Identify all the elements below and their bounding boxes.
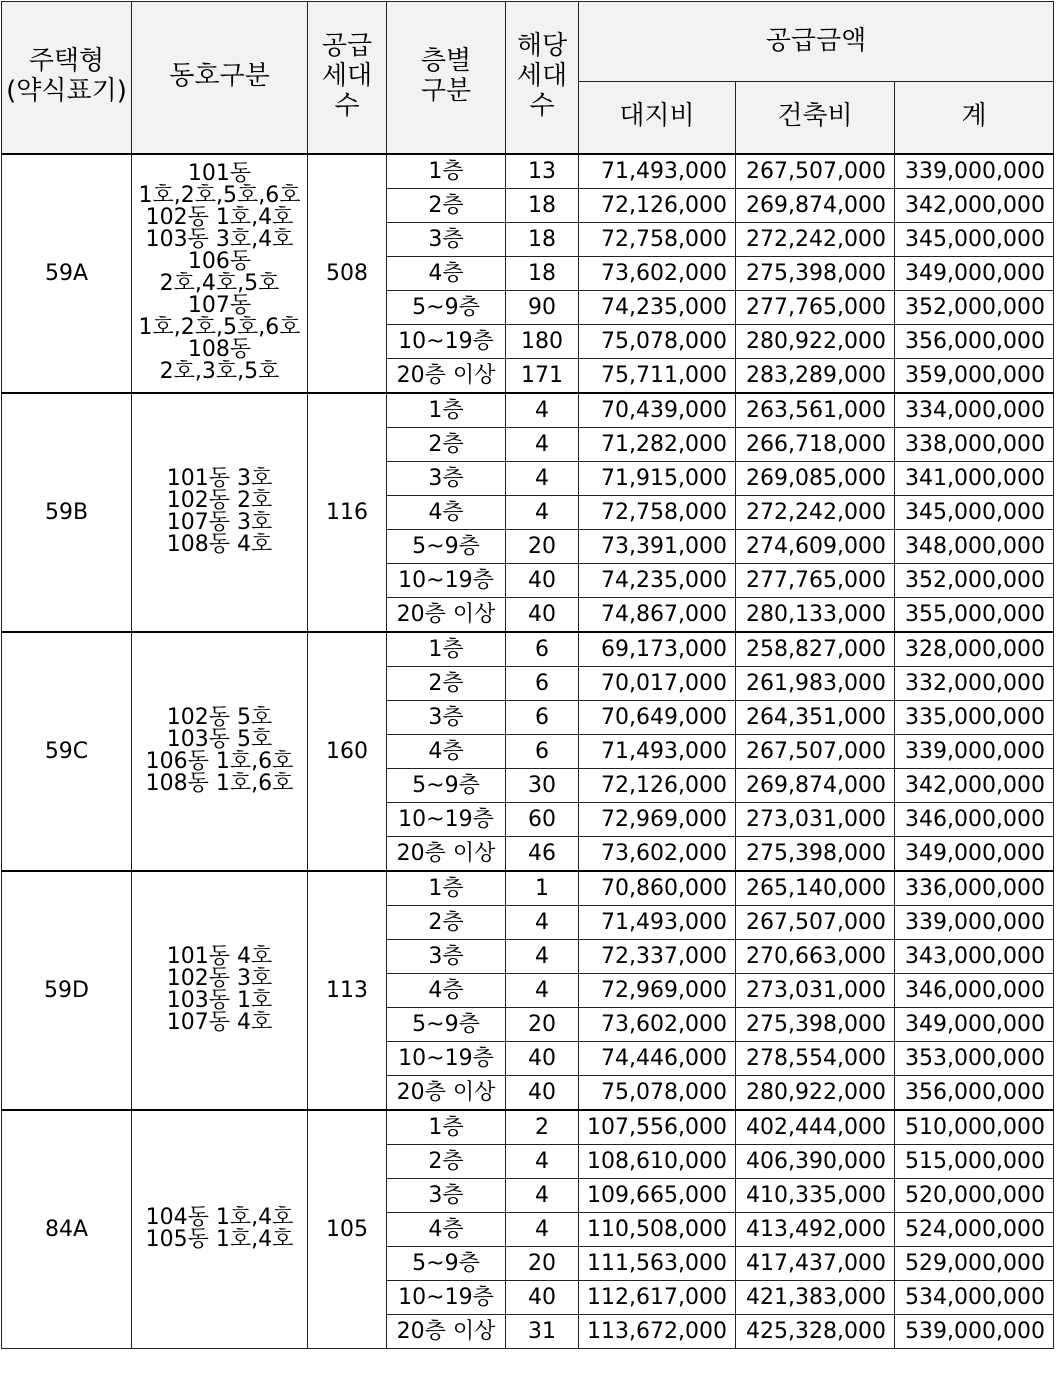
units-cell: 6 — [506, 632, 579, 667]
table-row — [2, 154, 1054, 189]
land-cost-cell: 72,337,000 — [579, 939, 736, 973]
total-cell: 334,000,000 — [895, 393, 1054, 428]
land-cost-cell: 74,235,000 — [579, 290, 736, 324]
land-cost-cell: 73,602,000 — [579, 256, 736, 290]
header-dong-ho: 동호구분 — [132, 2, 308, 154]
units-cell: 20 — [506, 1246, 579, 1280]
floor-cell: 20층 이상 — [387, 1075, 506, 1110]
total-cell: 353,000,000 — [895, 1041, 1054, 1075]
units-cell: 60 — [506, 802, 579, 836]
build-cost-cell: 277,765,000 — [736, 563, 895, 597]
units-cell: 4 — [506, 427, 579, 461]
housing-type-cell: 84A — [2, 1110, 132, 1349]
floor-cell: 20층 이상 — [387, 836, 506, 871]
dong-ho-cell: 101동 3호 102동 2호 107동 3호 108동 4호 — [132, 393, 308, 632]
total-cell: 342,000,000 — [895, 768, 1054, 802]
dong-ho-cell: 101동 4호 102동 3호 103동 1호 107동 4호 — [132, 871, 308, 1110]
total-cell: 515,000,000 — [895, 1144, 1054, 1178]
units-cell: 18 — [506, 256, 579, 290]
land-cost-cell: 74,446,000 — [579, 1041, 736, 1075]
floor-cell: 10~19층 — [387, 324, 506, 358]
header-land-cost: 대지비 — [579, 82, 736, 154]
floor-cell: 4층 — [387, 973, 506, 1007]
land-cost-cell: 113,672,000 — [579, 1314, 736, 1348]
build-cost-cell: 417,437,000 — [736, 1246, 895, 1280]
dong-ho-cell: 101동 1호,2호,5호,6호 102동 1호,4호 103동 3호,4호 106동 2호,4호,5호 107동 1호,2호,5호,6호 108동 2호,3호,5호 — [132, 154, 308, 393]
build-cost-cell: 421,383,000 — [736, 1280, 895, 1314]
units-cell: 4 — [506, 939, 579, 973]
header-supply-units: 공급 세대 수 — [308, 2, 387, 154]
floor-cell: 2층 — [387, 905, 506, 939]
land-cost-cell: 71,493,000 — [579, 154, 736, 189]
total-cell: 539,000,000 — [895, 1314, 1054, 1348]
land-cost-cell: 70,649,000 — [579, 700, 736, 734]
land-cost-cell: 75,711,000 — [579, 358, 736, 393]
total-cell: 520,000,000 — [895, 1178, 1054, 1212]
build-cost-cell: 413,492,000 — [736, 1212, 895, 1246]
build-cost-cell: 280,133,000 — [736, 597, 895, 632]
floor-cell: 5~9층 — [387, 290, 506, 324]
land-cost-cell: 112,617,000 — [579, 1280, 736, 1314]
land-cost-cell: 74,235,000 — [579, 563, 736, 597]
units-cell: 180 — [506, 324, 579, 358]
floor-cell: 10~19층 — [387, 1280, 506, 1314]
build-cost-cell: 406,390,000 — [736, 1144, 895, 1178]
build-cost-cell: 269,085,000 — [736, 461, 895, 495]
dong-ho-cell: 104동 1호,4호 105동 1호,4호 — [132, 1110, 308, 1349]
land-cost-cell: 73,602,000 — [579, 1007, 736, 1041]
dong-ho-cell: 102동 5호 103동 5호 106동 1호,6호 108동 1호,6호 — [132, 632, 308, 871]
build-cost-cell: 278,554,000 — [736, 1041, 895, 1075]
floor-cell: 4층 — [387, 495, 506, 529]
total-cell: 510,000,000 — [895, 1110, 1054, 1145]
build-cost-cell: 272,242,000 — [736, 222, 895, 256]
land-cost-cell: 72,758,000 — [579, 495, 736, 529]
floor-cell: 4층 — [387, 256, 506, 290]
total-cell: 359,000,000 — [895, 358, 1054, 393]
total-cell: 356,000,000 — [895, 324, 1054, 358]
units-cell: 40 — [506, 563, 579, 597]
units-cell: 4 — [506, 393, 579, 428]
floor-cell: 1층 — [387, 154, 506, 189]
total-cell: 339,000,000 — [895, 734, 1054, 768]
build-cost-cell: 402,444,000 — [736, 1110, 895, 1145]
build-cost-cell: 280,922,000 — [736, 1075, 895, 1110]
floor-cell: 1층 — [387, 632, 506, 667]
header-floor: 층별 구분 — [387, 2, 506, 154]
supply-units-cell: 508 — [308, 154, 387, 393]
total-cell: 346,000,000 — [895, 973, 1054, 1007]
total-cell: 349,000,000 — [895, 1007, 1054, 1041]
land-cost-cell: 107,556,000 — [579, 1110, 736, 1145]
table-body — [2, 154, 1054, 1349]
build-cost-cell: 267,507,000 — [736, 734, 895, 768]
land-cost-cell: 71,282,000 — [579, 427, 736, 461]
total-cell: 332,000,000 — [895, 666, 1054, 700]
units-cell: 6 — [506, 734, 579, 768]
floor-cell: 20층 이상 — [387, 597, 506, 632]
units-cell: 18 — [506, 188, 579, 222]
total-cell: 339,000,000 — [895, 905, 1054, 939]
total-cell: 328,000,000 — [895, 632, 1054, 667]
build-cost-cell: 267,507,000 — [736, 154, 895, 189]
land-cost-cell: 73,391,000 — [579, 529, 736, 563]
land-cost-cell: 72,126,000 — [579, 188, 736, 222]
floor-cell: 4층 — [387, 734, 506, 768]
supply-units-cell: 116 — [308, 393, 387, 632]
units-cell: 1 — [506, 871, 579, 906]
floor-cell: 3층 — [387, 700, 506, 734]
units-cell: 18 — [506, 222, 579, 256]
floor-cell: 5~9층 — [387, 1246, 506, 1280]
header-total: 계 — [895, 82, 1054, 154]
build-cost-cell: 275,398,000 — [736, 1007, 895, 1041]
floor-cell: 2층 — [387, 427, 506, 461]
total-cell: 349,000,000 — [895, 256, 1054, 290]
header-build-cost: 건축비 — [736, 82, 895, 154]
total-cell: 335,000,000 — [895, 700, 1054, 734]
units-cell: 40 — [506, 597, 579, 632]
total-cell: 345,000,000 — [895, 222, 1054, 256]
build-cost-cell: 275,398,000 — [736, 256, 895, 290]
table-header — [2, 2, 1054, 154]
build-cost-cell: 277,765,000 — [736, 290, 895, 324]
land-cost-cell: 109,665,000 — [579, 1178, 736, 1212]
build-cost-cell: 269,874,000 — [736, 188, 895, 222]
build-cost-cell: 269,874,000 — [736, 768, 895, 802]
units-cell: 4 — [506, 461, 579, 495]
build-cost-cell: 270,663,000 — [736, 939, 895, 973]
build-cost-cell: 280,922,000 — [736, 324, 895, 358]
land-cost-cell: 108,610,000 — [579, 1144, 736, 1178]
table-row — [2, 393, 1054, 428]
header-housing-type: 주택형 (약식표기) — [2, 2, 132, 154]
total-cell: 352,000,000 — [895, 290, 1054, 324]
units-cell: 40 — [506, 1075, 579, 1110]
land-cost-cell: 71,915,000 — [579, 461, 736, 495]
floor-cell: 3층 — [387, 461, 506, 495]
total-cell: 343,000,000 — [895, 939, 1054, 973]
total-cell: 336,000,000 — [895, 871, 1054, 906]
land-cost-cell: 70,439,000 — [579, 393, 736, 428]
supply-units-cell: 113 — [308, 871, 387, 1110]
total-cell: 534,000,000 — [895, 1280, 1054, 1314]
land-cost-cell: 72,969,000 — [579, 973, 736, 1007]
land-cost-cell: 71,493,000 — [579, 905, 736, 939]
land-cost-cell: 111,563,000 — [579, 1246, 736, 1280]
housing-type-cell: 59C — [2, 632, 132, 871]
land-cost-cell: 75,078,000 — [579, 324, 736, 358]
land-cost-cell: 74,867,000 — [579, 597, 736, 632]
build-cost-cell: 274,609,000 — [736, 529, 895, 563]
land-cost-cell: 73,602,000 — [579, 836, 736, 871]
units-cell: 171 — [506, 358, 579, 393]
units-cell: 6 — [506, 666, 579, 700]
floor-cell: 5~9층 — [387, 529, 506, 563]
housing-type-cell: 59B — [2, 393, 132, 632]
header-units: 해당 세대 수 — [506, 2, 579, 154]
total-cell: 345,000,000 — [895, 495, 1054, 529]
land-cost-cell: 110,508,000 — [579, 1212, 736, 1246]
floor-cell: 3층 — [387, 939, 506, 973]
floor-cell: 4층 — [387, 1212, 506, 1246]
land-cost-cell: 71,493,000 — [579, 734, 736, 768]
units-cell: 40 — [506, 1280, 579, 1314]
supply-units-cell: 160 — [308, 632, 387, 871]
build-cost-cell: 272,242,000 — [736, 495, 895, 529]
floor-cell: 5~9층 — [387, 768, 506, 802]
build-cost-cell: 283,289,000 — [736, 358, 895, 393]
land-cost-cell: 72,126,000 — [579, 768, 736, 802]
units-cell: 40 — [506, 1041, 579, 1075]
build-cost-cell: 261,983,000 — [736, 666, 895, 700]
build-cost-cell: 266,718,000 — [736, 427, 895, 461]
total-cell: 342,000,000 — [895, 188, 1054, 222]
units-cell: 4 — [506, 1212, 579, 1246]
housing-type-cell: 59D — [2, 871, 132, 1110]
floor-cell: 10~19층 — [387, 563, 506, 597]
units-cell: 20 — [506, 529, 579, 563]
land-cost-cell: 69,173,000 — [579, 632, 736, 667]
header-supply-price: 공급금액 — [579, 2, 1054, 82]
units-cell: 13 — [506, 154, 579, 189]
units-cell: 4 — [506, 905, 579, 939]
floor-cell: 20층 이상 — [387, 358, 506, 393]
units-cell: 31 — [506, 1314, 579, 1348]
land-cost-cell: 70,860,000 — [579, 871, 736, 906]
units-cell: 46 — [506, 836, 579, 871]
total-cell: 356,000,000 — [895, 1075, 1054, 1110]
floor-cell: 2층 — [387, 188, 506, 222]
units-cell: 4 — [506, 1178, 579, 1212]
floor-cell: 2층 — [387, 1144, 506, 1178]
build-cost-cell: 263,561,000 — [736, 393, 895, 428]
table-row — [2, 632, 1054, 667]
floor-cell: 1층 — [387, 393, 506, 428]
floor-cell: 3층 — [387, 222, 506, 256]
table-row — [2, 1110, 1054, 1145]
total-cell: 355,000,000 — [895, 597, 1054, 632]
floor-cell: 1층 — [387, 1110, 506, 1145]
units-cell: 4 — [506, 1144, 579, 1178]
build-cost-cell: 425,328,000 — [736, 1314, 895, 1348]
floor-cell: 20층 이상 — [387, 1314, 506, 1348]
total-cell: 338,000,000 — [895, 427, 1054, 461]
build-cost-cell: 275,398,000 — [736, 836, 895, 871]
build-cost-cell: 265,140,000 — [736, 871, 895, 906]
supply-price-table — [1, 1, 1054, 1349]
units-cell: 30 — [506, 768, 579, 802]
floor-cell: 2층 — [387, 666, 506, 700]
total-cell: 346,000,000 — [895, 802, 1054, 836]
land-cost-cell: 72,969,000 — [579, 802, 736, 836]
units-cell: 4 — [506, 495, 579, 529]
floor-cell: 3층 — [387, 1178, 506, 1212]
total-cell: 341,000,000 — [895, 461, 1054, 495]
land-cost-cell: 75,078,000 — [579, 1075, 736, 1110]
total-cell: 352,000,000 — [895, 563, 1054, 597]
total-cell: 348,000,000 — [895, 529, 1054, 563]
total-cell: 524,000,000 — [895, 1212, 1054, 1246]
units-cell: 90 — [506, 290, 579, 324]
build-cost-cell: 258,827,000 — [736, 632, 895, 667]
land-cost-cell: 70,017,000 — [579, 666, 736, 700]
units-cell: 6 — [506, 700, 579, 734]
total-cell: 349,000,000 — [895, 836, 1054, 871]
land-cost-cell: 72,758,000 — [579, 222, 736, 256]
table-row — [2, 871, 1054, 906]
build-cost-cell: 410,335,000 — [736, 1178, 895, 1212]
supply-units-cell: 105 — [308, 1110, 387, 1349]
floor-cell: 5~9층 — [387, 1007, 506, 1041]
floor-cell: 1층 — [387, 871, 506, 906]
build-cost-cell: 264,351,000 — [736, 700, 895, 734]
total-cell: 339,000,000 — [895, 154, 1054, 189]
total-cell: 529,000,000 — [895, 1246, 1054, 1280]
units-cell: 4 — [506, 973, 579, 1007]
housing-type-cell: 59A — [2, 154, 132, 393]
floor-cell: 10~19층 — [387, 1041, 506, 1075]
units-cell: 20 — [506, 1007, 579, 1041]
floor-cell: 10~19층 — [387, 802, 506, 836]
build-cost-cell: 267,507,000 — [736, 905, 895, 939]
units-cell: 2 — [506, 1110, 579, 1145]
build-cost-cell: 273,031,000 — [736, 802, 895, 836]
build-cost-cell: 273,031,000 — [736, 973, 895, 1007]
